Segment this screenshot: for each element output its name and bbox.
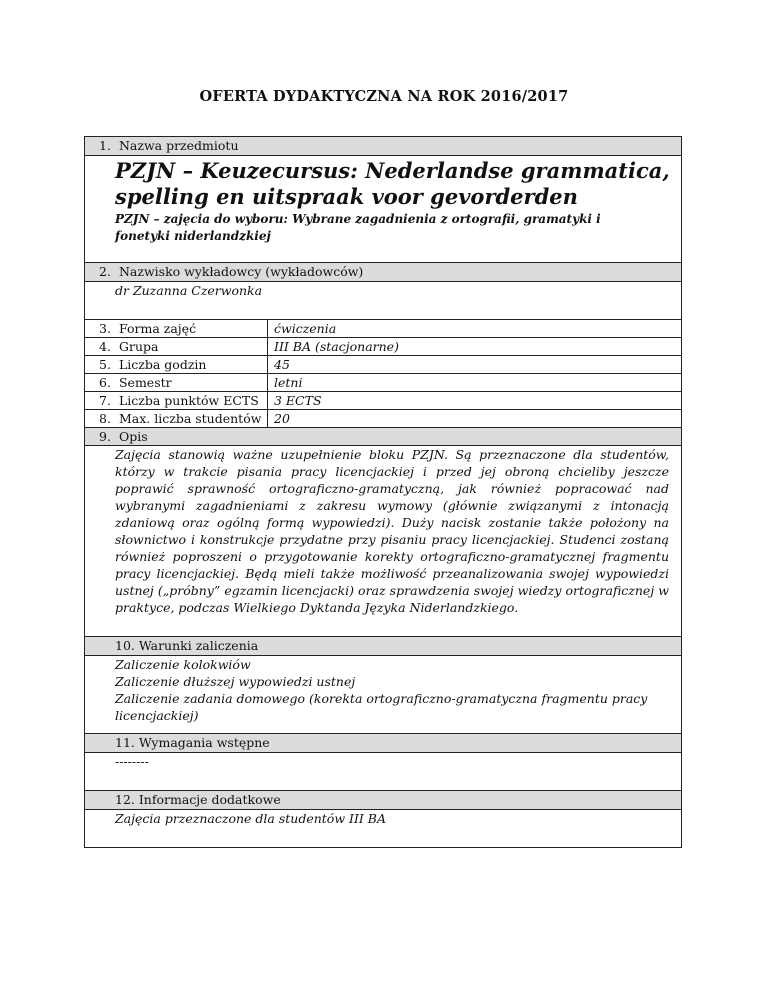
section-header: 11. Wymagania wstępne xyxy=(85,734,681,753)
section-header: 10. Warunki zaliczenia xyxy=(85,637,681,656)
detail-row-hours xyxy=(85,356,681,374)
detail-label: 8. Max. liczba studentów xyxy=(85,410,268,427)
section-prerequisites xyxy=(84,734,682,791)
detail-row-group xyxy=(85,338,681,356)
pass-conditions-list xyxy=(85,656,681,733)
section-label: Nazwa przedmiotu xyxy=(118,138,239,153)
detail-value: 3 ECTS xyxy=(274,393,322,408)
section-course-name xyxy=(84,136,682,263)
course-form xyxy=(84,136,682,848)
section-additional-info xyxy=(84,791,682,848)
section-label: Nazwisko wykładowcy (wykładowców) xyxy=(118,264,364,279)
section-header: 12. Informacje dodatkowe xyxy=(85,791,681,810)
detail-value: 20 xyxy=(274,411,290,426)
prerequisites-value: -------- xyxy=(115,754,149,769)
condition-line: Zaliczenie kolokwiów xyxy=(115,657,251,672)
detail-value: letni xyxy=(274,375,303,390)
detail-label: 5. Liczba godzin xyxy=(85,356,268,373)
lecturer-name: dr Zuzanna Czerwonka xyxy=(115,283,263,298)
detail-label: 7. Liczba punktów ECTS xyxy=(85,392,268,409)
section-number: 2. xyxy=(99,264,111,279)
section-label: 9. Opis xyxy=(99,429,148,444)
condition-line: Zaliczenie zadania domowego (korekta ortograficzno-gramatyczna fragmentu pracy xyxy=(115,691,648,706)
detail-value: ćwiczenia xyxy=(274,321,337,336)
page-title: OFERTA DYDAKTYCZNA NA ROK 2016/2017 xyxy=(199,88,569,105)
course-subtitle-line-1: PZJN – zajęcia do wyboru: Wybrane zagadnienia z ortografii, gramatyki i xyxy=(115,212,601,226)
section-pass-conditions xyxy=(84,637,682,734)
section-number: 1. xyxy=(99,138,111,153)
additional-info-value: Zajęcia przeznaczone dla studentów III BA xyxy=(115,811,387,826)
detail-label: 6. Semestr xyxy=(85,374,268,391)
section-header xyxy=(85,263,681,282)
section-header-description xyxy=(85,428,681,446)
detail-row-form xyxy=(85,320,681,338)
section-header xyxy=(85,137,681,156)
detail-row-max-students xyxy=(85,410,681,428)
section-body xyxy=(85,156,681,262)
course-subtitle-line-2: fonetyki niderlandzkiej xyxy=(115,229,271,243)
detail-label: 3. Forma zajęć xyxy=(85,320,268,337)
condition-line: Zaliczenie dłuższej wypowiedzi ustnej xyxy=(115,674,356,689)
detail-value: III BA (stacjonarne) xyxy=(274,339,399,354)
course-title-line-2: spelling en uitspraak voor gevorderden xyxy=(115,184,578,209)
condition-line: licencjackiej) xyxy=(115,708,199,723)
detail-value: 45 xyxy=(274,357,290,372)
description-text: Zajęcia stanowią ważne uzupełnienie bloku PZJN. Są przeznaczone dla studentów, którzy w trakcie pisania pracy licencjackiej i przed jej obroną chcieliby jeszcze poprawić sprawność ortograficzno-gramatyczną, jak również popracować nad wybranymi zagadnieniami z zakresu wymowy (głównie związanymi z intonacją zdaniową oraz ogólną formą wypowiedzi). Duży nacisk zostanie także położony na słownictwo i konstrukcje przydatne przy pisaniu pracy licencjackiej. Studenci zostaną również poproszeni o przygotowanie korekty ortograficzno-gramatycznej fragmentu pracy licencjackiej. Będą mieli także możliwość przeanalizowania swojej wypowiedzi ustnej („próbny” egzamin licencjacki) oraz sprawdzenia swojej wiedzy ortograficznej w praktyce, podczas Wielkiego Dyktanda Języka Niderlandzkiego. xyxy=(115,447,669,615)
detail-row-semester xyxy=(85,374,681,392)
course-title-line-1: PZJN – Keuzecursus: Nederlandse grammatica, xyxy=(115,158,670,183)
detail-label: 4. Grupa xyxy=(85,338,268,355)
detail-row-ects xyxy=(85,392,681,410)
details-table xyxy=(84,320,682,637)
section-lecturer xyxy=(84,263,682,320)
